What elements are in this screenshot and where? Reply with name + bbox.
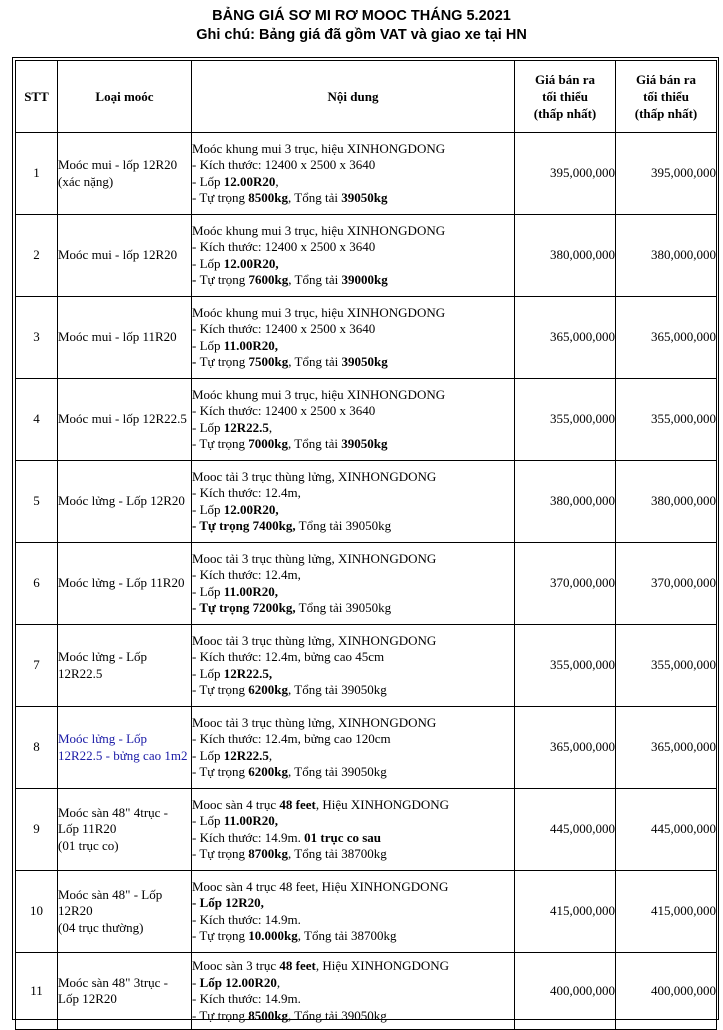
row-min-price-2: 365,000,000	[616, 707, 717, 789]
content-text: 11.00R20,	[223, 337, 278, 353]
content-line	[192, 958, 514, 975]
row-content	[192, 379, 515, 461]
content-line	[192, 321, 514, 338]
row-content	[192, 871, 515, 953]
content-text: ,	[276, 974, 281, 990]
content-text: - Tự trọng 7200kg,	[192, 600, 296, 615]
content-text: - Kích thước: 12400 x 2500 x 3640	[192, 321, 376, 336]
content-text: - Lốp	[192, 255, 224, 271]
content-line	[192, 1008, 514, 1025]
trailer-type-line: Moóc sàn 48" 4trục -	[58, 804, 169, 820]
trailer-type-line: Lốp 12R20	[58, 991, 117, 1006]
content-line	[192, 813, 514, 830]
row-trailer-type	[58, 625, 192, 707]
content-line	[192, 141, 514, 158]
content-text: 10.000kg	[248, 928, 298, 943]
content-text: ,	[268, 747, 273, 763]
header-min-price-1-line: (thấp nhất)	[533, 106, 597, 121]
row-min-price-2: 365,000,000	[616, 297, 717, 379]
content-text: - Tự trọng	[192, 436, 249, 451]
row-content	[192, 707, 515, 789]
trailer-type-line: Lốp 11R20	[58, 821, 117, 837]
content-line	[192, 174, 514, 191]
row-content	[192, 133, 515, 215]
content-text: - Kích thước: 12400 x 2500 x 3640	[192, 157, 376, 172]
content-text: 6200kg	[248, 682, 289, 697]
row-min-price-1: 355,000,000	[515, 625, 616, 707]
content-line	[192, 928, 514, 945]
content-text: 7500kg	[248, 354, 289, 369]
content-text: - Kích thước: 12.4m,	[192, 567, 301, 582]
content-text: - Lốp	[192, 747, 224, 763]
content-line	[192, 748, 514, 765]
content-text: - Kích thước: 12.4m, bửng cao 45cm	[192, 649, 385, 664]
table-row	[16, 215, 717, 297]
content-line	[192, 239, 514, 256]
content-text: ,	[275, 173, 279, 189]
row-content	[192, 215, 515, 297]
row-stt: 4	[16, 379, 58, 461]
table-row	[16, 707, 717, 789]
content-text: Tự trọng	[199, 354, 249, 369]
content-text: - Lốp	[192, 665, 224, 681]
row-trailer-type	[58, 953, 192, 1030]
content-line	[192, 567, 514, 584]
row-content	[192, 461, 515, 543]
table-row	[16, 543, 717, 625]
content-text: , Tổng tải	[288, 190, 342, 205]
content-text: 01 trục co sau	[304, 829, 382, 845]
header-min-price-1-line: tối thiểu	[542, 89, 588, 104]
content-text: , Hiệu XINHONGDONG	[315, 796, 450, 812]
trailer-type-line: Moóc lửng - Lốp 12R20	[58, 493, 185, 509]
row-trailer-type	[58, 297, 192, 379]
content-text: 11.00R20,	[223, 813, 278, 828]
row-trailer-type	[58, 133, 192, 215]
page-title: BẢNG GIÁ SƠ MI RƠ MOOC THÁNG 5.2021	[212, 8, 511, 24]
trailer-type-line: Moóc mui - lốp 12R20	[58, 247, 178, 263]
content-line	[192, 256, 514, 273]
table-row	[16, 625, 717, 707]
content-line	[192, 436, 514, 453]
row-min-price-1: 365,000,000	[515, 297, 616, 379]
content-text: 39050kg	[341, 190, 388, 205]
content-text: Mooc tải 3 trục thùng lửng, XINHONGDONG	[192, 468, 437, 484]
table-row	[16, 379, 717, 461]
content-text: -	[192, 354, 200, 369]
content-line	[192, 715, 514, 732]
content-text: - Lốp 12R20,	[192, 895, 264, 910]
content-text: Tổng tải 39050kg	[295, 600, 392, 615]
trailer-type-line: (04 trục thường)	[58, 919, 144, 935]
content-text: - Kích thước: 14.9m.	[192, 991, 301, 1006]
content-text: Moóc khung mui 3 trục, hiệu XINHONGDONG	[192, 386, 446, 402]
row-min-price-1: 445,000,000	[515, 789, 616, 871]
content-text: - Tự trọng	[192, 928, 249, 943]
row-min-price-1: 415,000,000	[515, 871, 616, 953]
header-min-price-2-line: (thấp nhất)	[634, 106, 698, 121]
content-text: -	[192, 272, 200, 287]
row-min-price-2: 400,000,000	[616, 953, 717, 1030]
content-text: - Kích thước: 12.4m,	[192, 485, 301, 500]
content-text: 12.00R20	[223, 173, 276, 189]
header-min-price-1-line: Giá bán ra	[535, 72, 595, 87]
content-text: 7600kg	[248, 272, 289, 287]
content-line	[192, 879, 514, 896]
content-text: Mooc tải 3 trục thùng lửng, XINHONGDONG	[192, 632, 437, 648]
content-text: 8700kg	[248, 846, 289, 861]
row-min-price-2: 395,000,000	[616, 133, 717, 215]
row-stt: 9	[16, 789, 58, 871]
content-text: Mooc sàn 4 trục	[192, 796, 280, 812]
content-line	[192, 338, 514, 355]
content-text: Moóc khung mui 3 trục, hiệu XINHONGDONG	[192, 304, 446, 320]
content-text: - Lốp	[192, 173, 224, 189]
table-body	[16, 133, 717, 1030]
trailer-type-line: (01 trục co)	[58, 837, 119, 853]
content-line	[192, 469, 514, 486]
row-stt: 3	[16, 297, 58, 379]
content-line	[192, 846, 514, 863]
content-text: , Tổng tải	[288, 272, 342, 287]
content-line	[192, 830, 514, 847]
page-note: Ghi chú: Bảng giá đã gồm VAT và giao xe tại HN	[196, 27, 527, 43]
table-row	[16, 297, 717, 379]
row-stt: 2	[16, 215, 58, 297]
content-text: 12.00R20,	[223, 501, 279, 517]
content-text: - Lốp	[192, 501, 224, 517]
price-table	[15, 60, 717, 1030]
content-text: Moóc khung mui 3 trục, hiệu XINHONGDONG	[192, 140, 446, 156]
content-text: 39050kg	[341, 436, 388, 451]
content-line	[192, 633, 514, 650]
content-text: 39050kg	[341, 354, 388, 369]
table-header-row	[16, 61, 717, 133]
content-text: - Lốp	[192, 813, 224, 828]
content-line	[192, 420, 514, 437]
row-min-price-1: 355,000,000	[515, 379, 616, 461]
row-min-price-1: 380,000,000	[515, 215, 616, 297]
row-trailer-type	[58, 215, 192, 297]
trailer-type-line: 12R20	[58, 903, 93, 919]
content-text: , Tổng tải 39050kg	[288, 682, 387, 697]
content-text: - Kích thước: 14.9m.	[192, 911, 301, 927]
content-text: - Tự trọng	[192, 682, 249, 697]
content-text: 8500kg	[248, 190, 289, 205]
trailer-type-line: Moóc lửng - Lốp	[58, 649, 148, 664]
content-text: - Tự trọng	[192, 846, 249, 861]
table-row	[16, 953, 717, 1030]
table-row	[16, 789, 717, 871]
content-line	[192, 600, 514, 617]
header-trailer-type: Loại moóc	[58, 61, 192, 133]
content-text: Tự trọng	[199, 272, 249, 287]
row-trailer-type	[58, 543, 192, 625]
row-min-price-2: 355,000,000	[616, 625, 717, 707]
row-min-price-2: 370,000,000	[616, 543, 717, 625]
content-text: - Kích thước: 12400 x 2500 x 3640	[192, 239, 376, 254]
content-text: - Tự trọng	[192, 764, 249, 779]
row-min-price-2: 445,000,000	[616, 789, 717, 871]
content-text: 6200kg	[248, 764, 289, 779]
content-line	[192, 764, 514, 781]
trailer-type-line: 12R22.5	[58, 665, 103, 681]
content-text: Mooc tải 3 trục thùng lửng, XINHONGDONG	[192, 714, 437, 730]
content-text: , Tổng tải 39050kg	[288, 764, 387, 779]
content-line	[192, 682, 514, 699]
row-content	[192, 543, 515, 625]
content-text: - Kích thước: 14.9m.	[192, 829, 305, 845]
trailer-type-line: Moóc mui - lốp 12R22.5	[58, 411, 187, 427]
content-line	[192, 190, 514, 207]
content-line	[192, 895, 514, 912]
content-line	[192, 485, 514, 502]
content-text: - Lốp	[192, 583, 224, 599]
row-trailer-type	[58, 789, 192, 871]
content-text: 7000kg	[248, 436, 289, 451]
row-min-price-2: 355,000,000	[616, 379, 717, 461]
row-trailer-type	[58, 379, 192, 461]
content-line	[192, 157, 514, 174]
row-min-price-1: 400,000,000	[515, 953, 616, 1030]
content-text: - Kích thước: 12.4m, bửng cao 120cm	[192, 731, 391, 746]
content-text: Moóc khung mui 3 trục, hiệu XINHONGDONG	[192, 222, 446, 238]
table-row	[16, 461, 717, 543]
content-text: , Tổng tải	[288, 436, 342, 451]
content-line	[192, 666, 514, 683]
row-content	[192, 953, 515, 1030]
content-text: - Tự trọng	[192, 190, 249, 205]
content-text: , Hiệu XINHONGDONG	[315, 958, 450, 973]
content-text: , Tổng tải	[288, 354, 342, 369]
content-text: - Tự trọng 7400kg,	[192, 518, 296, 533]
header-content: Nội dung	[192, 61, 515, 133]
row-stt: 5	[16, 461, 58, 543]
trailer-type-line: Moóc lửng - Lốp 11R20	[58, 575, 185, 591]
content-line	[192, 649, 514, 666]
row-min-price-2: 380,000,000	[616, 215, 717, 297]
content-line	[192, 223, 514, 240]
header-min-price-1	[515, 61, 616, 133]
content-text: 12R22.5	[223, 419, 269, 435]
header-min-price-2-line: Giá bán ra	[636, 72, 696, 87]
content-text: - Lốp	[192, 337, 224, 353]
content-line	[192, 731, 514, 748]
content-text: ,	[268, 419, 273, 435]
row-content	[192, 789, 515, 871]
row-stt: 10	[16, 871, 58, 953]
content-line	[192, 518, 514, 535]
content-line	[192, 975, 514, 992]
content-text: Mooc tải 3 trục thùng lửng, XINHONGDONG	[192, 550, 437, 566]
content-text: 48 feet	[279, 796, 316, 812]
content-text: - Lốp	[192, 419, 224, 435]
content-line	[192, 403, 514, 420]
row-stt: 6	[16, 543, 58, 625]
row-trailer-type	[58, 871, 192, 953]
content-text: 8500kg	[248, 1007, 289, 1023]
header-stt: STT	[16, 61, 58, 133]
trailer-type-line: Moóc sàn 48" 3trục -	[58, 974, 169, 990]
content-text: 11.00R20,	[223, 583, 278, 599]
content-text: - Tự trọng	[192, 1007, 249, 1023]
table-row	[16, 133, 717, 215]
content-line	[192, 797, 514, 814]
trailer-type-line: Moóc mui - lốp 12R20	[58, 157, 178, 172]
row-stt: 8	[16, 707, 58, 789]
row-stt: 11	[16, 953, 58, 1030]
row-stt: 7	[16, 625, 58, 707]
document-header	[0, 7, 723, 45]
content-text: 12R22.5,	[223, 665, 273, 681]
content-line	[192, 502, 514, 519]
content-text: , Tổng tải 39050kg	[288, 1007, 387, 1023]
content-line	[192, 584, 514, 601]
content-text: Mooc sàn 4 trục 48 feet, Hiệu XINHONGDONG	[192, 878, 449, 894]
header-min-price-2	[616, 61, 717, 133]
row-content	[192, 625, 515, 707]
row-min-price-1: 395,000,000	[515, 133, 616, 215]
row-min-price-1: 380,000,000	[515, 461, 616, 543]
header-min-price-2-line: tối thiểu	[643, 89, 689, 104]
content-line	[192, 305, 514, 322]
row-min-price-2: 380,000,000	[616, 461, 717, 543]
table-row	[16, 871, 717, 953]
content-line	[192, 912, 514, 929]
content-text: Mooc sàn 3 trục	[192, 958, 280, 973]
content-text: 12R22.5	[223, 747, 269, 763]
trailer-type-line: Moóc sàn 48" - Lốp	[58, 886, 163, 902]
content-line	[192, 991, 514, 1008]
row-min-price-1: 365,000,000	[515, 707, 616, 789]
content-text: , Tổng tải 38700kg	[297, 928, 397, 943]
content-text: 12.00R20,	[223, 255, 279, 271]
trailer-type-line: Moóc lửng - Lốp	[58, 731, 148, 746]
content-text: 39000kg	[341, 272, 388, 287]
content-text: , Tổng tải 38700kg	[288, 846, 387, 861]
trailer-type-line: (xác nặng)	[58, 173, 114, 189]
row-stt: 1	[16, 133, 58, 215]
trailer-type-line: Moóc mui - lốp 11R20	[58, 329, 177, 345]
content-text: Tổng tải 39050kg	[295, 518, 392, 533]
content-text: Lốp 12.00R20	[199, 974, 277, 990]
content-line	[192, 551, 514, 568]
row-trailer-type	[58, 707, 192, 789]
row-min-price-1: 370,000,000	[515, 543, 616, 625]
row-min-price-2: 415,000,000	[616, 871, 717, 953]
content-line	[192, 387, 514, 404]
content-text: - Kích thước: 12400 x 2500 x 3640	[192, 403, 376, 418]
content-line	[192, 272, 514, 289]
row-trailer-type	[58, 461, 192, 543]
content-text: 48 feet	[279, 958, 316, 973]
row-content	[192, 297, 515, 379]
content-text: -	[192, 974, 200, 990]
trailer-type-line: 12R22.5 - bửng cao 1m2	[58, 747, 188, 763]
content-line	[192, 354, 514, 371]
